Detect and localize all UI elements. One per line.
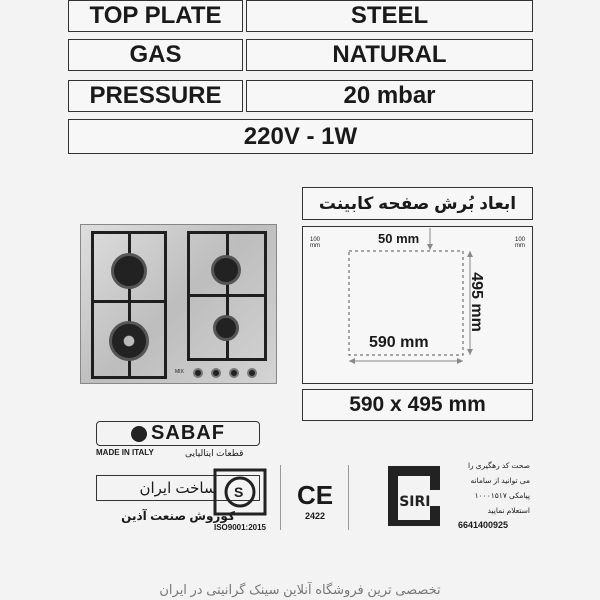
spec-value-top-plate: STEEL	[246, 0, 533, 32]
width-label: 590 mm	[369, 334, 429, 351]
tracking-line: استعلام نمایید	[487, 506, 530, 515]
sabaf-logo-text: SABAF	[151, 422, 225, 444]
tracking-info	[458, 458, 530, 533]
margin-right-label: 100 mm	[514, 237, 525, 249]
margin-left-label: 100 mm	[309, 237, 320, 249]
svg-text:S: S	[234, 484, 244, 500]
cutout-diagram	[302, 226, 533, 384]
burner-large	[111, 253, 147, 289]
italian-parts: قطعات ایتالیایی	[185, 448, 244, 458]
svg-text:ISIRI: ISIRI	[394, 494, 431, 510]
tracking-code: 6641400925	[458, 520, 509, 530]
standard-mark-icon	[370, 460, 454, 532]
knob	[229, 368, 239, 378]
cutout-title: ابعاد بُرش صفحه کابینت	[302, 187, 533, 220]
mix-label: MIX	[175, 369, 184, 375]
burner-wok	[109, 321, 149, 361]
tracking-line: صحت کد رهگیری را	[467, 461, 530, 470]
cutout-drawing	[302, 226, 533, 384]
right-grate	[187, 231, 267, 361]
made-in-iran: ساخت ایران	[96, 475, 260, 501]
made-in-italy: MADE IN ITALY	[96, 448, 154, 457]
sabaf-mark-icon	[131, 426, 147, 442]
iso-mark-icon	[207, 466, 273, 518]
spec-label-pressure: PRESSURE	[68, 80, 243, 112]
knob	[247, 368, 257, 378]
iso-label: ISO9001:2015	[213, 523, 267, 532]
spec-value-pressure: 20 mbar	[246, 80, 533, 112]
manufacturer-name: کوروش صنعت آذین	[121, 509, 235, 523]
divider	[280, 465, 281, 530]
iran-standard-logo	[370, 460, 454, 532]
knob	[211, 368, 221, 378]
power-rating: 220V - 1W	[68, 119, 533, 154]
burner-small	[213, 315, 239, 341]
gas-hob-image	[80, 224, 277, 384]
height-label: 495 mm	[467, 272, 485, 332]
ce-cert	[292, 480, 338, 521]
ce-mark: CE	[296, 480, 334, 510]
spec-label-gas: GAS	[68, 39, 243, 71]
cutout-dimensions: 590 x 495 mm	[302, 389, 533, 421]
burner-medium	[211, 255, 241, 285]
tracking-line: می توانید از سامانه	[470, 476, 530, 485]
sabaf-logo	[96, 421, 260, 446]
footer-tagline: تخصصی ترین فروشگاه آنلاین سینک گرانیتی در ایران	[159, 582, 441, 597]
tracking-line: پیامکی ۱۰۰۰۱۵۱۷	[474, 491, 530, 500]
spec-value-gas: NATURAL	[246, 39, 533, 71]
ce-number: 2422	[304, 511, 326, 521]
iso-cert	[207, 466, 273, 530]
knob	[193, 368, 203, 378]
divider	[348, 465, 349, 530]
spec-label-top-plate: TOP PLATE	[68, 0, 243, 32]
top-gap-label: 50 mm	[378, 231, 420, 246]
